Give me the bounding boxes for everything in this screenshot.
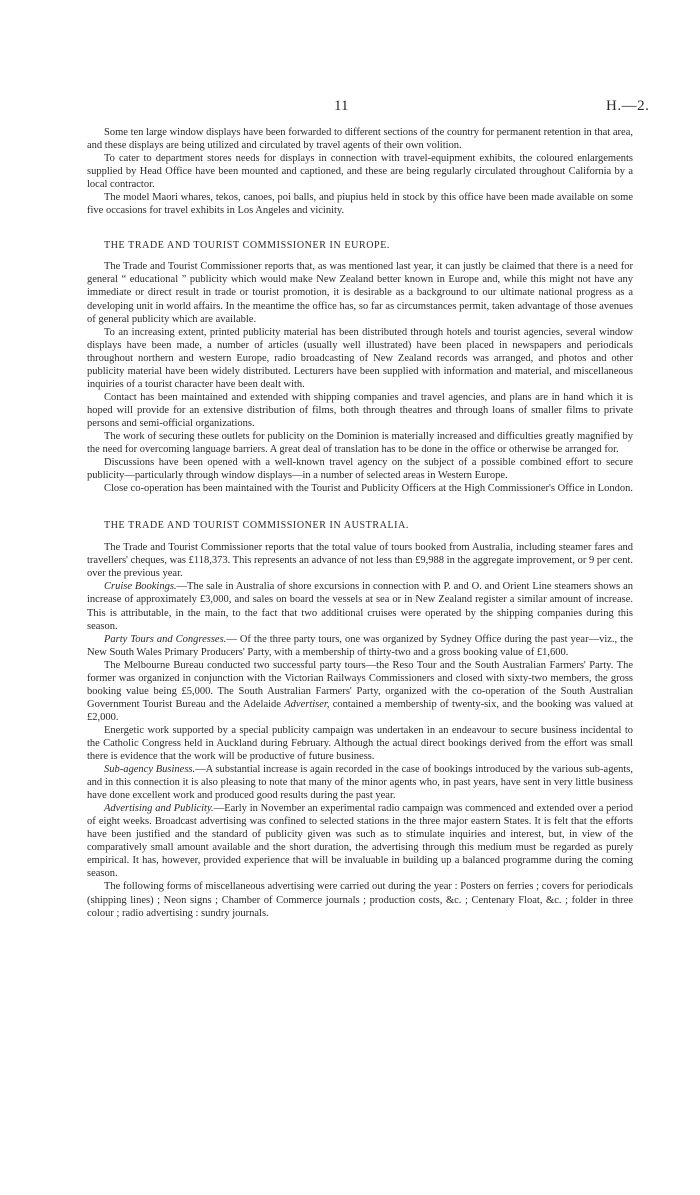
section-heading-europe: THE TRADE AND TOURIST COMMISSIONER IN EUROPE.: [104, 240, 391, 252]
paragraph: To an increasing extent, printed publicity material has been distributed through hotels and tourist agencies, several window displays have been made, a number of articles (usually well illustrated) have been placed in newspapers and periodicals throughout northern and western Europe, radio broadcasting of New Zealand records was arranged, and photos and other publicity material have been widely distributed. Lecturers have been supplied with information and material, and miscellaneous inquiries of a tourist character have been dealt with.: [87, 326, 633, 390]
paragraph: Close co-operation has been maintained with the Tourist and Publicity Officers at the High Commissioner's Office in London.: [104, 483, 633, 495]
paragraph: [87, 580, 633, 632]
paragraph: The Trade and Tourist Commissioner reports that, as was mentioned last year, it can justly be claimed that there is a need for general “ educational ” publicity which would make New Zealand better known in Europe and, while this might not have any immediate or direct result in trade or tourist promotion, it is desirable as a background to our ultimate national progress as a developing unit in world affairs. In the meantime the office has, so far as circumstances permit, taken advantage of those avenues of general publicity which are available.: [87, 261, 633, 325]
section-heading-australia: THE TRADE AND TOURIST COMMISSIONER IN AUSTRALIA.: [104, 520, 410, 532]
paragraph-lead: Party Tours and Congresses.: [104, 633, 227, 645]
paragraph-text: —The sale in Australia of shore excursions in connection with P. and O. and Orient Line steamers shows an increase of approximately £3,000, and sales on board the vessels at sea or in New Zealand register a similar amount of increase. This is attributable, in the main, to the fact that two additional cruises were operated by the shipping companies during this season.: [87, 581, 633, 632]
document-reference: H.—2.: [606, 98, 650, 114]
paragraph: The work of securing these outlets for publicity on the Dominion is materially increased and difficulties greatly magnified by the need for overcoming language barriers. A great deal of translation has to be done in the office or otherwise be arranged for.: [87, 430, 633, 456]
publication-title: Advertiser,: [284, 698, 330, 710]
paragraph-lead: Sub-agency Business.: [104, 764, 196, 776]
paragraph: [87, 659, 633, 724]
paragraph: [87, 633, 633, 659]
paragraph-text: The Melbourne Bureau conducted two successful party tours—the Reso Tour and the South Australian Farmers' Party. The former was organized in conjunction with the Victorian Railways Commissioners and closed with sixty-two members, the gross booking value being £5,000. The South Australian Farmers' Party, organized with the co-operation of the South Australian Government Tourist Bureau and the Adelaide: [87, 659, 633, 710]
paragraph: The Trade and Tourist Commissioner reports that the total value of tours booked from Australia, including steamer fares and travellers' cheques, was £118,373. This represents an advance of not less than £9,988 in the aggregate improvement, or 9 per cent. over the previous year.: [87, 542, 633, 580]
paragraph-lead: Cruise Bookings.: [104, 581, 177, 593]
paragraph: The model Maori whares, tekos, canoes, poi balls, and piupius held in stock by this office have been made available on some five occasions for travel exhibits in Los Angeles and vicinity.: [87, 192, 633, 217]
paragraph-lead: Advertising and Publicity.: [104, 803, 214, 815]
paragraph-text: contained a membership of twenty-six, and the booking was valued at £2,000.: [87, 698, 633, 723]
page-number: 11: [334, 98, 349, 114]
paragraph: Contact has been maintained and extended with shipping companies and travel agencies, and plans are in hand which it is hoped will provide for an extensive distribution of films, both through theatres and through loans of smaller films to private persons and semi-official organizations.: [87, 391, 633, 429]
paragraph: Energetic work supported by a special publicity campaign was undertaken in an endeavour to secure business incidental to the Catholic Congress held in Auckland during February. Although the actual direct bookings derived from the effort was small there is evidence that the work will be productive of future business.: [87, 724, 633, 763]
paragraph: To cater to department stores needs for displays in connection with travel-equipment exhibits, the coloured enlargements supplied by Head Office have been mounted and captioned, and these are being regularly circulated throughout California by a local contractor.: [87, 153, 633, 191]
paragraph-text: —A substantial increase is again recorded in the case of bookings introduced by the various sub-agents, and in this connection it is also pleasing to note that many of the minor agents who, in past years, have sent in very little business have done excellent work and produced good results during the past year.: [87, 764, 633, 802]
paragraph: Discussions have been opened with a well-known travel agency on the subject of a possible combined effort to secure publicity—particularly through window displays—in a number of selected areas in Western Europe.: [87, 457, 633, 482]
paragraph: The following forms of miscellaneous advertising were carried out during the year : Posters on ferries ; covers for periodicals (shipping lines) ; Neon signs ; Chamber of Commerce journals ; production costs, &c. ; Centenary Float, &c. ; folder in three colour ; radio advertising : sundry journals.: [87, 881, 633, 919]
paragraph-text: — Of the three party tours, one was organized by Sydney Office during the past year—viz., the New South Wales Primary Producers' Party, with a membership of thirty-two and a gross booking value of £1,600.: [87, 633, 633, 658]
paragraph-text: —Early in November an experimental radio campaign was commenced and extended over a period of eight weeks. Broadcast advertising was confined to selected stations in the three major eastern States. It is felt that the efforts have been justified and the standard of publicity given was such as to stimulate inquiries and interest, but, in view of the comparatively small amount available and the short duration, the advertising through this medium must be regarded as purely empirical. It has, however, provided experience that will be invaluable in building up a balanced programme during the coming season.: [87, 803, 633, 880]
document-body: [87, 126, 633, 920]
paragraph: [87, 763, 633, 802]
paragraph: Some ten large window displays have been forwarded to different sections of the country for permanent retention in that area, and these displays are being utilized and circulated by travel agents of their own volition.: [87, 127, 633, 152]
paragraph: [87, 802, 633, 880]
